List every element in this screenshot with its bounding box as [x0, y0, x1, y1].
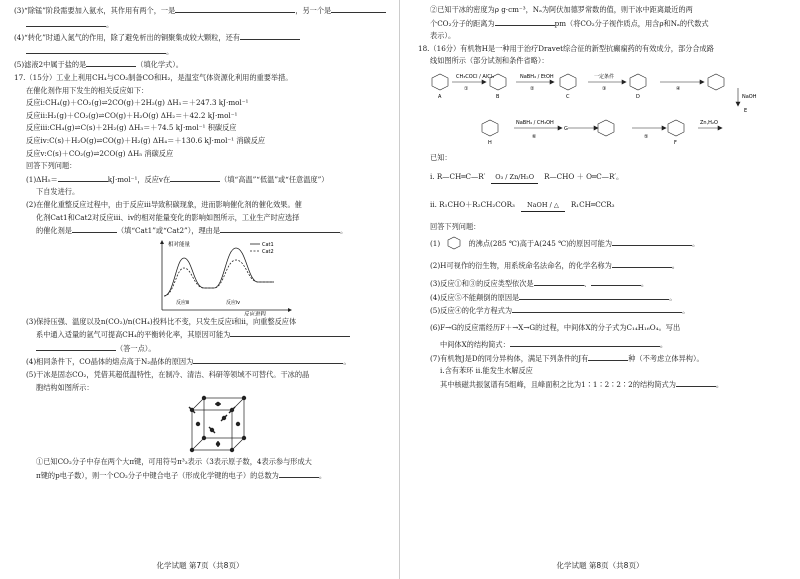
synthesis-scheme [418, 68, 788, 152]
q18-6-line: (6)F→G的反应需经历F＋→X→G的过程，中间体X的分子式为C₁₄H₁₆O₄。写出 [430, 322, 681, 332]
reagent-6: Zn,H₂O [700, 119, 718, 126]
reagent-2: NaBH₄ / EtOH [520, 73, 554, 80]
label-E: E [744, 107, 748, 114]
legend-cat1: Cat1 [262, 241, 274, 248]
cat2-curve [164, 260, 274, 296]
q17-2-cont2: 的催化剂是 （填“Cat1”或“Cat2”），理由是 。 [36, 226, 348, 236]
energy-diagram [154, 238, 390, 316]
q17-5-2-line: ②已知干冰的密度为ρ g·cm⁻³，Nₐ为阿伏加德罗常数的值，则干冰中距离最近的两 [430, 5, 693, 14]
q16-3-cont: 。 [14, 18, 390, 32]
cat1-curve [164, 248, 274, 296]
label-G: G [564, 125, 568, 132]
reaction-5: 反应ⅴ:C(s)＋CO₂(g)⇌2CO(g) ΔH₅ 消碳反应 [26, 148, 174, 158]
q17-5-cont: 胞结构如图所示： [36, 382, 94, 392]
q17-2-line: (2)在催化重整反应过程中，由于反应ⅲ导致积碳现象，进而影响催化剂的催化效果。催 [26, 199, 302, 209]
answer-prompt: 回答下列问题： [26, 161, 77, 171]
q18-7-cont: 其中核磁共振氢谱有5组峰，且峰面积之比为1∶1∶2∶2∶2的结构简式为 。 [440, 379, 724, 389]
q17-3-cont2: （答一点）。 [14, 342, 390, 356]
label-reaction-3: 反应ⅲ [176, 299, 190, 306]
known-label: 已知： [430, 152, 452, 162]
q17-4-line: (4)相同条件下，CO晶体的熔点高于N₂晶体的原因为 。 [26, 357, 351, 367]
step-3: ③ [602, 85, 607, 92]
q17-3-line: (3)保持压强、温度以及n(CO₂)/n(CH₄)投料比不变，只发生反应ⅰ和ⅱ，向重整反应体 [26, 316, 297, 326]
q18-title: 18.（16分）有机物H是一种用于治疗Dravet综合征的新型抗癫痫药的有效成分，部分合成路 [418, 43, 714, 53]
label-C: C [566, 93, 570, 100]
q18-4-line: (4)反应⑤不能颠倒的原因是 。 [430, 292, 677, 302]
label-D: D [636, 93, 640, 100]
q16-3-line: (3)“除锰”阶段需要加入氨水，其作用有两个，一是 ，另一个是 [14, 4, 390, 18]
answer-prompt-18: 回答下列问题： [430, 221, 481, 231]
q18-7-conditions: ⅰ.含有苯环 ⅱ.能发生水解反应 [440, 366, 533, 376]
label-reaction-4: 反应ⅳ [226, 299, 241, 306]
q17-5-2-cont: 个CO₂分子的距离为 pm（将CO₂分子视作质点，用含ρ和Nₐ的代数式 [430, 18, 709, 28]
label-H: H [488, 139, 492, 146]
reagent-4: NaOH [742, 93, 757, 100]
q18-7-line: (7)有机物J是D的同分异构体，满足下列条件的J有 种（不考虑立体异构）。 [430, 353, 704, 363]
reaction-2: 反应ⅱ:H₂(g)＋CO₂(g)⇌CO(g)＋H₂O(g) ΔH₂＝＋42.2 kJ·mol⁻¹ [26, 110, 238, 120]
reaction-4: 反应ⅳ:C(s)＋H₂O(g)⇌CO(g)＋H₂(g) ΔH₄＝＋130.6 kJ·mol⁻¹ 消碳反应 [26, 135, 266, 145]
known-i-conditions: O₃ / Zn/H₂O [491, 171, 538, 185]
q17-intro: 在催化剂作用下发生的相关反应如下： [26, 85, 149, 95]
q16-4-cont: 。 [14, 45, 390, 59]
q18-5-line: (5)反应④的化学方程式为 。 [430, 306, 690, 316]
q18-intro: 线如图所示（部分试剂和条件省略）： [430, 56, 549, 66]
step-2: ② [530, 85, 535, 92]
right-footer: 化学试题 第8页（共8页） [556, 561, 644, 570]
step-6: ⑥ [532, 133, 537, 140]
reaction-1: 反应ⅰ:CH₄(g)＋CO₂(g)⇌2CO(g)＋2H₂(g) ΔH₁＝＋247.3 kJ·mol⁻¹ [26, 98, 249, 108]
reagent-1: CH₃COCl / AlCl₃ [456, 73, 495, 80]
xlabel: 反应进程 [244, 311, 267, 316]
q16-5-line: (5)滤液2中属于盐的是 （填化学式）。 [14, 60, 183, 70]
q17-5-1-line: ①已知CO₂分子中存在两个大π键，可用符号π³₃表示（3表示原子数，4表示参与形成大 [36, 457, 312, 467]
q17-2-cont: 化剂Cat1和Cat2对反应ⅲ、ⅳ的相对能量变化的影响如图所示，工业生产时应选择 [36, 212, 300, 222]
q16-4-line: (4)“转化”时通入氮气的作用，除了避免析出的铜聚集成较大颗粒，还有 [14, 31, 390, 45]
label-A: A [438, 93, 442, 100]
q17-1-cont: 下自发进行。 [36, 187, 80, 197]
label-F: F [674, 139, 677, 146]
q18-6-cont: 中间体X的结构简式： 。 [440, 339, 668, 349]
q17-5-1-cont: π键的p电子数），则一个CO₂分子中键合电子（形成化学键的电子）的总数为 。 [36, 470, 327, 480]
q17-5-line: (5)干冰是固态CO₂，凭借其超低温特性，在制冷、清洁、科研等领域不可替代。干冰的晶 [26, 370, 310, 380]
q18-3-line: (3)反应①和③的反应类型依次是 、 。 [430, 279, 649, 289]
reaction-3: 反应ⅲ:CH₄(g)⇌C(s)＋2H₂(g) ΔH₃＝＋74.5 kJ·mol⁻¹ 积碳反应 [26, 123, 237, 133]
q17-title: 17.（15分）工业上利用CH₄与CO₂制备CO和H₂，是温室气体资源化利用的重要举措。 [14, 72, 293, 82]
ylabel: 相对能量 [168, 241, 191, 248]
known-ii-conditions: NaOH / △ [521, 199, 565, 213]
reagent-3: 一定条件 [594, 73, 615, 80]
label-B: B [496, 93, 500, 100]
right-page [400, 0, 800, 579]
left-footer: 化学试题 第7页（共8页） [156, 561, 244, 570]
step-5: ⑤ [644, 133, 649, 140]
legend-cat2: Cat2 [262, 248, 274, 255]
known-i: ⅰ. R—CH═C—R′ O₃ / Zn/H₂O R—CHO ＋ O═C—R′。 [418, 165, 788, 191]
step-1: ① [464, 85, 469, 92]
dry-ice-unit-cell [184, 394, 390, 456]
q17-5-2-cont2: 表示）。 [430, 31, 456, 41]
reagent-5: NaBH₄ / CH₃OH [516, 119, 554, 126]
step-4: ④ [676, 85, 681, 92]
q18-1-line: (1) 的沸点(285 ℃)高于A(245 ℃)的原因可能为 。 [430, 239, 700, 249]
q18-2-line: (2)H可视作的衍生物，用系统命名法命名，的化学名称为 。 [430, 261, 679, 271]
q17-1-line: (1)ΔH₅＝ kJ·mol⁻¹，反应ⅴ在 （填“高温”“低温”或“任意温度”） [26, 174, 329, 184]
known-ii: ⅱ. R₁CHO＋R₂CH₂COR₃ NaOH / △ R₁CH═CCR₃ [418, 191, 788, 221]
q17-3-cont: 系中通入适量的氩气可提高CH₄的平衡转化率，其原因可能为 [14, 328, 390, 342]
